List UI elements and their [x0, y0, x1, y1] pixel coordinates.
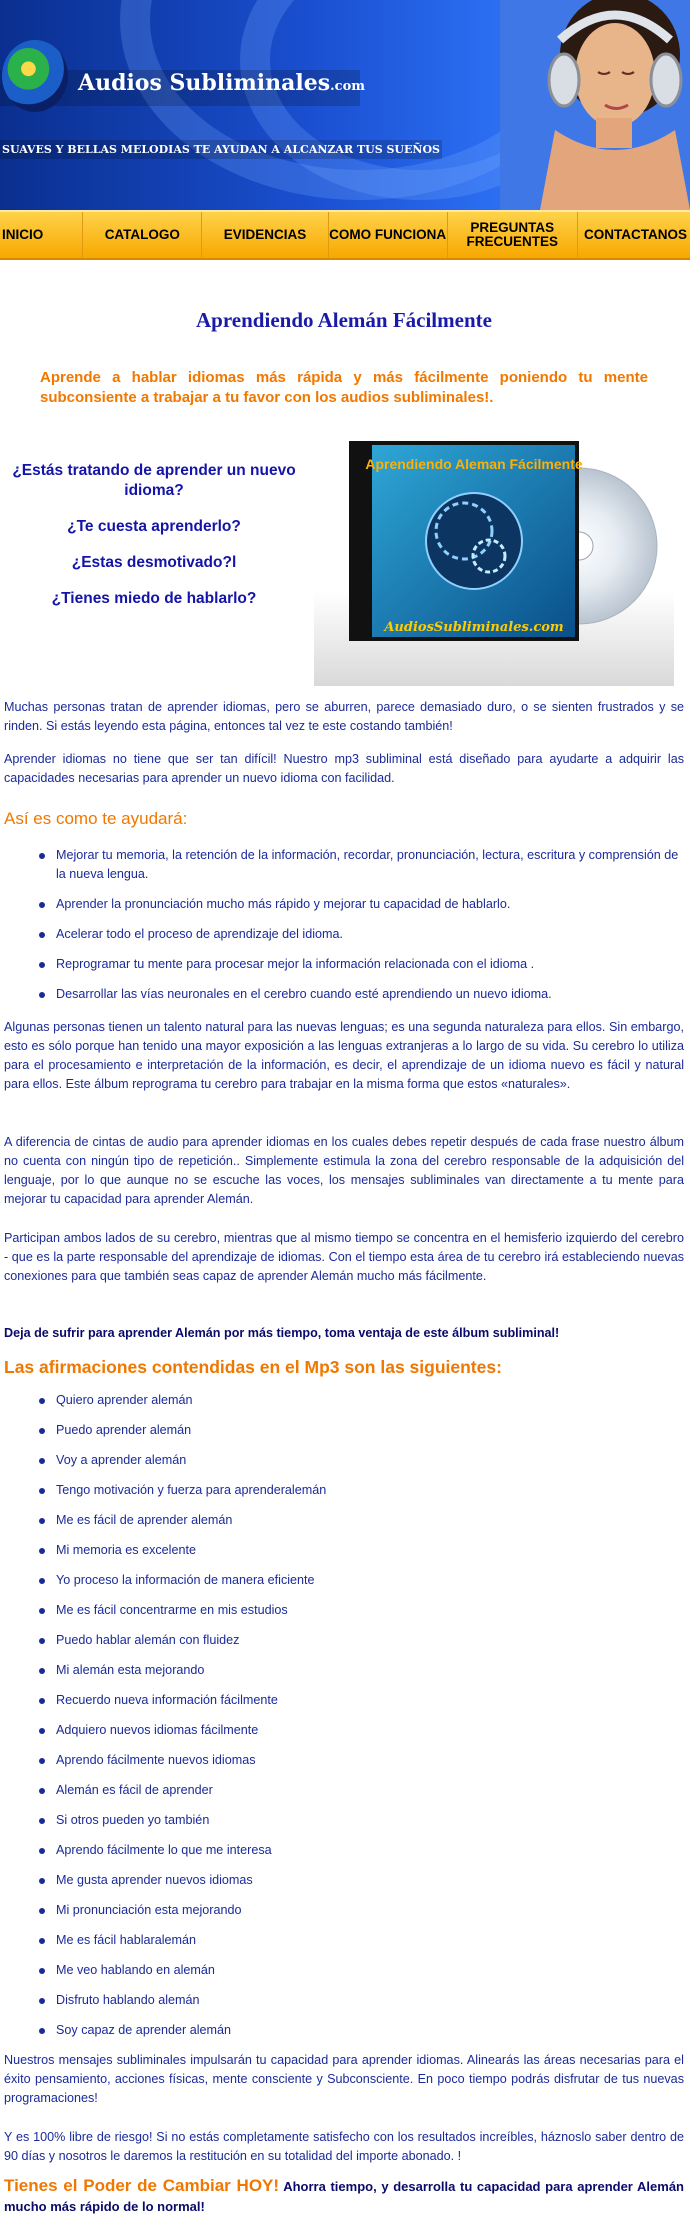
nav-inicio[interactable]: INICIO: [0, 212, 83, 258]
list-item: Disfruto hablando alemán: [56, 1991, 684, 2010]
list-item: Mejorar tu memoria, la retención de la información, recordar, pronunciación, lectura, escritura y comprensión de la nueva lengua.: [56, 846, 684, 884]
nav-preguntas-frecuentes[interactable]: PREGUNTAS FRECUENTES: [448, 212, 579, 258]
intro-text: Aprende a hablar idiomas más rápida y más fácilmente poniendo tu mente subconsiente a trabajar a tu favor con los audios subliminales!.: [40, 369, 648, 406]
list-item: Puedo hablar alemán con fluidez: [56, 1631, 684, 1650]
list-item: Mi pronunciación esta mejorando: [56, 1901, 684, 1920]
globe-logo-icon[interactable]: [2, 40, 68, 112]
list-item: Soy capaz de aprender alemán: [56, 2021, 684, 2040]
site-header: [0, 0, 690, 210]
paragraph: Aprender idiomas no tiene que ser tan difícil! Nuestro mp3 subliminal está diseñado para ayudarte a adquirir las capacidades necesarias para aprender un nuevo idioma con facilidad.: [4, 752, 684, 785]
paragraph: Muchas personas tratan de aprender idiomas, pero se aburren, parece demasiado duro, o se sienten frustrados y se rinden. Si estás leyendo esta página, entonces tal vez te este costando también!: [4, 700, 684, 733]
benefits-list: [4, 846, 684, 1015]
site-logo[interactable]: Audios Subliminales.com: [78, 70, 366, 96]
list-item: Me es fácil hablaralemán: [56, 1931, 684, 1950]
section-heading: Así es como te ayudará:: [4, 809, 188, 828]
list-item: Mi alemán esta mejorando: [56, 1661, 684, 1680]
nav-catalogo[interactable]: CATALOGO: [83, 212, 202, 258]
questions-block: [4, 461, 304, 625]
product-box-title: Aprendiendo Aleman Fácilmente: [365, 456, 583, 472]
list-item: Voy a aprender alemán: [56, 1451, 684, 1470]
question: ¿Estás tratando de aprender un nuevo idioma?: [12, 462, 296, 499]
nav-como-funciona[interactable]: COMO FUNCIONA: [329, 212, 448, 258]
list-item: Aprendo fácilmente nuevos idiomas: [56, 1751, 684, 1770]
list-item: Yo proceso la información de manera eficiente: [56, 1571, 684, 1590]
list-item: Me es fácil concentrarme en mis estudios: [56, 1601, 684, 1620]
list-item: Desarrollar las vías neuronales en el cerebro cuando esté aprendiendo un nuevo idioma.: [56, 985, 684, 1004]
section-heading: Las afirmaciones contendidas en el Mp3 son las siguientes:: [4, 1357, 502, 1377]
list-item: Reprogramar tu mente para procesar mejor la información relacionada con el idioma .: [56, 955, 684, 974]
question: ¿Estas desmotivado?l: [71, 554, 237, 571]
list-item: Si otros pueden yo también: [56, 1811, 684, 1830]
list-item: Aprender la pronunciación mucho más rápido y mejorar tu capacidad de hablarlo.: [56, 895, 684, 914]
product-box-brand: AudiosSubliminales.com: [384, 620, 564, 635]
list-item: Me es fácil de aprender alemán: [56, 1511, 684, 1530]
paragraph: A diferencia de cintas de audio para aprender idiomas en los cuales debes repetir después de cada frase nuestro álbum no cuenta con ningún tipo de repetición.. Simplemente estimula la zona del cerebro responsable de la adquisición del lenguaje, por lo que aunque no se escuche las voces, los mensajes subliminales van directamente a tu mente para mejorar tu capacidad para aprender Alemán.: [4, 1135, 684, 1206]
nav-evidencias[interactable]: EVIDENCIAS: [202, 212, 329, 258]
page-title: Aprendiendo Alemán Fácilmente: [196, 308, 492, 332]
list-item: Puedo aprender alemán: [56, 1421, 684, 1440]
list-item: Recuerdo nueva información fácilmente: [56, 1691, 684, 1710]
paragraph: Algunas personas tienen un talento natural para las nuevas lenguas; es una segunda naturaleza para ellos. Sin embargo, esto es sólo porque han tenido una mayor exposición a las lenguas extranjeras a lo largo de su vida. Su cerebro lo utiliza para el procesamiento e interpretación de la información, es decir, el aprendizaje de un idioma nuevo es fácil y natural para ellos. Este álbum reprograma tu cerebro para trabajar en la misma forma que estos «naturales».: [4, 1020, 684, 1091]
list-item: Me veo hablando en alemán: [56, 1961, 684, 1980]
cta-text: [4, 2176, 684, 2217]
main-nav: [0, 210, 690, 260]
list-item: Alemán es fácil de aprender: [56, 1781, 684, 1800]
list-item: Aprendo fácilmente lo que me interesa: [56, 1841, 684, 1860]
woman-with-headphones-image: [500, 0, 690, 210]
product-album-image: [314, 431, 674, 686]
cta-highlight: Tienes el Poder de Cambiar HOY!: [4, 2176, 280, 2195]
paragraph: Y es 100% libre de riesgo! Si no estás completamente satisfecho con los resultados increíbles, háznoslo saber dentro de 90 días y nosotros le daremos la restitución en su totalidad del importe abonado. !: [4, 2130, 684, 2163]
list-item: Tengo motivación y fuerza para aprenderalemán: [56, 1481, 684, 1500]
question: ¿Tienes miedo de hablarlo?: [51, 590, 257, 607]
paragraph: Nuestros mensajes subliminales impulsarán tu capacidad para aprender idiomas. Alinearás las áreas necesarias para el éxito pensamiento, acciones físicas, mente consciente y Subconsciente. En poco tiempo podrás disfrutar de tus nuevas programaciones!: [4, 2053, 684, 2105]
list-item: Me gusta aprender nuevos idiomas: [56, 1871, 684, 1890]
affirmations-list: [4, 1391, 684, 2051]
nav-contactanos[interactable]: CONTACTANOS: [584, 227, 688, 242]
paragraph: Participan ambos lados de su cerebro, mientras que al mismo tiempo se concentra en el hemisferio izquierdo del cerebro - que es la parte responsable del aprendizaje de idiomas. Con el tiempo esta área de tu cerebro irá estableciendo nuevas conexiones para que también seas capaz de aprender Alemán mucho más fácilmente.: [4, 1231, 684, 1283]
callout-text: Deja de sufrir para aprender Alemán por más tiempo, toma ventaja de este álbum subliminal!: [4, 1326, 560, 1340]
question: ¿Te cuesta aprenderlo?: [67, 518, 241, 535]
cta-rest: Ahorra tiempo, y desarrolla tu capacidad para aprender Alemán mucho más rápido de lo normal!: [4, 2179, 684, 2214]
tagline: SUAVES Y BELLAS MELODIAS TE AYUDAN A ALCANZAR TUS SUEÑOS: [0, 140, 442, 159]
list-item: Adquiero nuevos idiomas fácilmente: [56, 1721, 684, 1740]
list-item: Quiero aprender alemán: [56, 1391, 684, 1410]
list-item: Acelerar todo el proceso de aprendizaje del idioma.: [56, 925, 684, 944]
list-item: Mi memoria es excelente: [56, 1541, 684, 1560]
